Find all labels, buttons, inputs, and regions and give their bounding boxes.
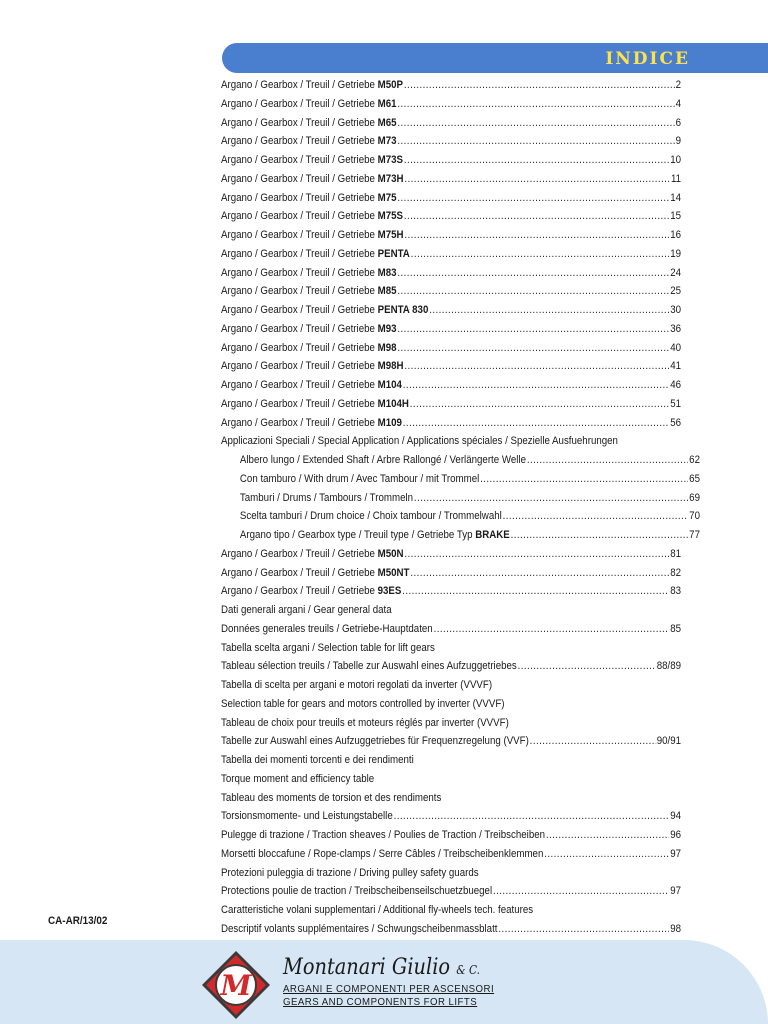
toc-page-number: 83 [670, 585, 682, 598]
toc-label [221, 751, 414, 770]
toc-label [221, 545, 404, 564]
toc-row [221, 395, 681, 414]
document-code: CA-AR/13/02 [48, 915, 108, 927]
toc-model-code: M65 [377, 116, 397, 129]
toc-page-number: 6 [675, 116, 682, 129]
toc-label [221, 151, 403, 170]
toc-label [221, 414, 402, 433]
toc-model-code: 93ES [377, 585, 402, 598]
toc-label-text: Argano / Gearbox / Treuil / Getriebe [221, 341, 378, 354]
toc-leader [397, 282, 669, 301]
toc-model-code: M104H [377, 397, 409, 410]
toc-page-number: 4 [675, 97, 682, 110]
toc-model-code: M73H [377, 172, 404, 185]
toc-label-text: Tabella scelta argani / Selection table for lift gears [221, 641, 435, 654]
toc-leader [403, 414, 670, 433]
toc-model-code: M98 [377, 341, 397, 354]
toc-leader [410, 395, 670, 414]
toc-label [221, 226, 404, 245]
toc-page-number: 56 [670, 416, 682, 429]
logo-letter: M [220, 969, 252, 1002]
toc-model-code: M50P [377, 79, 403, 91]
toc-model-code: BRAKE [475, 529, 510, 541]
toc-label-text: Selection table for gears and motors controlled by inverter (VVVF) [221, 697, 505, 710]
toc-label [240, 489, 413, 508]
toc-page-number: 51 [670, 397, 682, 410]
toc-leader [527, 451, 688, 470]
toc-leader [498, 920, 669, 939]
toc-row [221, 189, 681, 208]
toc-page-number: 30 [670, 304, 682, 316]
toc-label-text: Tamburi / Drums / Tambours / Trommeln [239, 491, 414, 504]
toc-page-number: 9 [675, 135, 682, 148]
toc-row [221, 732, 681, 751]
toc-page-number: 96 [670, 829, 682, 841]
toc-row [221, 264, 681, 283]
toc-label [221, 170, 404, 189]
toc-model-code: M75H [377, 229, 404, 241]
toc-row [221, 789, 681, 808]
toc-row [221, 901, 681, 920]
toc-label-text: Argano / Gearbox / Treuil / Getriebe [221, 360, 378, 373]
toc-row [221, 657, 681, 676]
toc-label-text: Argano / Gearbox / Treuil / Getriebe [221, 266, 378, 279]
toc-label-text: Torsionsmomente- und Leistungstabelle [221, 810, 393, 823]
toc-row [221, 751, 681, 770]
header-bar [222, 43, 768, 73]
toc-label [221, 882, 492, 901]
toc-row [221, 339, 681, 358]
toc-page-number: 77 [689, 529, 700, 541]
toc-label [240, 507, 502, 526]
toc-label-text: Argano / Gearbox / Treuil / Getriebe [221, 285, 378, 298]
toc-model-code: M61 [377, 97, 397, 110]
toc-page-number: 98 [670, 922, 682, 935]
toc-page-number: 10 [670, 154, 682, 166]
toc-label [221, 732, 529, 751]
toc-page-number: 69 [689, 491, 700, 504]
toc-label [221, 601, 392, 620]
toc-label-text: Argano / Gearbox / Treuil / Getriebe [221, 116, 378, 129]
toc-page-number: 81 [670, 547, 682, 560]
toc-label [221, 395, 409, 414]
toc-label-text: Morsetti bloccafune / Rope-clamps / Serre Câbles / Treibscheibenklemmen [221, 847, 544, 860]
toc-label-text: Albero lungo / Extended Shaft / Arbre Rallongé / Verlängerte Welle [239, 454, 526, 466]
toc-label [221, 676, 492, 695]
toc-page-number: 11 [670, 172, 682, 185]
toc-label-text: Caratteristiche volani supplementari / Additional fly-wheels tech. features [221, 904, 534, 916]
toc-label-text: Tabelle zur Auswahl eines Aufzuggetriebes für Frequenzregelung (VVF) [221, 735, 529, 748]
toc-page-number: 97 [670, 847, 682, 860]
toc-label [221, 320, 397, 339]
toc-page-number: 2 [675, 79, 682, 91]
toc-label-text: Protezioni puleggia di trazione / Driving pulley safety guards [221, 866, 479, 879]
toc-label-text: Argano / Gearbox / Treuil / Getriebe [221, 547, 378, 560]
toc-label [221, 132, 397, 151]
toc-page-number: 36 [670, 322, 682, 335]
toc-row [221, 639, 681, 658]
toc-label [221, 789, 441, 808]
toc-row [221, 132, 681, 151]
toc-leader [397, 320, 669, 339]
toc-model-code: M98H [377, 360, 404, 373]
toc-page-number: 65 [689, 472, 700, 485]
toc-label-text: Données generales treuils / Getriebe-Hauptdaten [221, 622, 433, 635]
toc-leader [394, 807, 670, 826]
toc-page-number: 24 [670, 266, 682, 279]
toc-model-code: PENTA 830 [377, 304, 429, 316]
toc-model-code: M93 [377, 322, 397, 335]
toc-row [221, 451, 700, 470]
toc-label-text: Argano / Gearbox / Treuil / Getriebe [221, 154, 378, 166]
toc-label [221, 207, 403, 226]
toc-page-number: 14 [670, 191, 682, 204]
toc-page-number: 46 [670, 379, 682, 391]
page-title: INDICE [605, 49, 690, 69]
toc-label-text: Argano / Gearbox / Treuil / Getriebe [221, 229, 378, 241]
toc-leader [414, 489, 688, 508]
toc-label-text: Applicazioni Speciali / Special Application / Applications spéciales / Spezielle Ausfuehrungen [221, 435, 618, 448]
toc-row [221, 207, 681, 226]
toc-row [221, 376, 681, 395]
toc-leader [397, 132, 674, 151]
toc-row [221, 826, 681, 845]
toc-model-code: M85 [377, 285, 397, 298]
toc-leader [397, 95, 674, 114]
toc-model-code: M50N [377, 547, 404, 560]
toc-label-text: Argano / Gearbox / Treuil / Getriebe [221, 210, 378, 223]
toc-row [221, 414, 681, 433]
toc-leader [404, 151, 670, 170]
toc-row [221, 545, 681, 564]
toc-row [221, 301, 681, 320]
toc-label-text: Argano / Gearbox / Treuil / Getriebe [221, 322, 378, 335]
toc-row [221, 676, 681, 695]
toc-page-number: 82 [670, 566, 682, 579]
toc-page-number: 62 [689, 454, 700, 466]
toc-label-text: Con tamburo / With drum / Avec Tambour / mit Trommel [239, 472, 480, 485]
toc-leader [397, 264, 669, 283]
toc-model-code: M75 [377, 191, 397, 204]
toc-label [221, 695, 505, 714]
toc-label-text: Descriptif volants supplémentaires / Schwungscheibenmassblatt [221, 922, 498, 935]
toc-row [221, 95, 681, 114]
toc-label-text: Argano / Gearbox / Treuil / Getriebe [221, 397, 378, 410]
toc-row [221, 695, 681, 714]
toc-row [221, 76, 681, 95]
toc-label [221, 264, 397, 283]
toc-model-code: PENTA [377, 247, 410, 260]
toc-label [221, 376, 402, 395]
toc-label [221, 76, 403, 95]
toc-label-text: Argano / Gearbox / Treuil / Getriebe [221, 97, 378, 110]
toc-leader [493, 882, 669, 901]
toc-label [221, 807, 393, 826]
toc-row [221, 714, 681, 733]
toc-row [221, 114, 681, 133]
toc-page-number: 16 [670, 229, 682, 241]
toc-label [221, 864, 479, 883]
toc-model-code: M83 [377, 266, 397, 279]
toc-leader [411, 245, 670, 264]
toc-leader [404, 357, 669, 376]
toc-label-text: Argano / Gearbox / Treuil / Getriebe [221, 566, 378, 579]
footer-band [0, 940, 768, 1024]
toc-label [221, 582, 401, 601]
toc-leader [397, 114, 674, 133]
toc-leader [404, 170, 670, 189]
toc-leader [404, 545, 669, 564]
toc-label [221, 114, 397, 133]
toc-row [221, 170, 681, 189]
toc-label-text: Argano / Gearbox / Treuil / Getriebe [221, 135, 378, 148]
brand-name-text: Montanari Giulio [283, 955, 451, 980]
toc-label-text: Argano / Gearbox / Treuil / Getriebe [221, 172, 378, 185]
toc-label [221, 282, 397, 301]
toc-model-code: M104 [377, 379, 402, 391]
toc-row [221, 470, 700, 489]
toc-model-code: M109 [377, 416, 402, 429]
toc-label [221, 432, 618, 451]
toc-label-text: Argano / Gearbox / Treuil / Getriebe [221, 379, 378, 391]
toc-leader [429, 301, 669, 320]
toc-page-number: 97 [670, 885, 682, 898]
brand-tagline-en: GEARS AND COMPONENTS FOR LIFTS [283, 996, 478, 1008]
toc-row [221, 526, 700, 545]
toc-label-text: Torque moment and efficiency table [221, 772, 375, 785]
brand-tagline-it: ARGANI E COMPONENTI PER ASCENSORI [283, 983, 495, 995]
toc-label [221, 845, 543, 864]
toc-leader [404, 226, 669, 245]
toc-model-code: M50NT [377, 566, 410, 579]
toc-leader [434, 620, 670, 639]
toc-label-text: Argano / Gearbox / Treuil / Getriebe [221, 416, 378, 429]
toc-leader [404, 207, 670, 226]
toc-label-text: Argano / Gearbox / Treuil / Getriebe [221, 247, 378, 260]
toc-label-text: Tableau de choix pour treuils et moteurs réglés par inverter (VVVF) [221, 716, 509, 729]
toc-row [221, 564, 681, 583]
toc-row [221, 920, 681, 939]
toc-row [221, 807, 681, 826]
toc-page-number: 25 [670, 285, 682, 298]
toc-label [221, 339, 397, 358]
toc-label [240, 526, 510, 545]
toc-row [221, 582, 681, 601]
toc-page-number: 41 [670, 360, 682, 373]
toc-label [221, 357, 404, 376]
toc-label [221, 245, 410, 264]
toc-row [221, 357, 681, 376]
montanari-logo-icon [200, 949, 272, 1021]
toc-leader [410, 564, 669, 583]
toc-label [221, 95, 397, 114]
toc-label-text: Dati generali argani / Gear general data [221, 604, 392, 616]
toc-label-text: Argano / Gearbox / Treuil / Getriebe [221, 191, 378, 204]
toc-label [221, 564, 409, 583]
toc-label [221, 901, 533, 920]
toc-label [221, 189, 397, 208]
toc-row [221, 151, 681, 170]
toc-leader [397, 339, 669, 358]
toc-label-text: Tabella di scelta per argani e motori regolati da inverter (VVVF) [221, 679, 493, 691]
toc-leader [511, 526, 689, 545]
toc-label-text: Scelta tamburi / Drum choice / Choix tambour / Trommelwahl [239, 510, 502, 523]
toc-label [221, 770, 374, 789]
toc-row [221, 226, 681, 245]
toc-leader [403, 376, 670, 395]
toc-label [221, 826, 545, 845]
toc-label [221, 657, 517, 676]
toc-label-text: Argano tipo / Gearbox type / Treuil type / Getriebe Typ [239, 529, 476, 541]
toc-label [221, 714, 509, 733]
toc-leader [397, 189, 669, 208]
toc-model-code: M73S [377, 154, 403, 166]
toc-row [221, 282, 681, 301]
toc-row [221, 507, 700, 526]
toc-page-number: 15 [670, 210, 682, 223]
toc-label-text: Argano / Gearbox / Treuil / Getriebe [221, 304, 378, 316]
toc-row [221, 320, 681, 339]
toc-label-text: Tableau des moments de torsion et des rendiments [221, 791, 442, 804]
toc-row [221, 245, 681, 264]
toc-row [221, 620, 681, 639]
toc-leader [404, 76, 675, 95]
toc-label-text: Tabella dei momenti torcenti e dei rendimenti [221, 754, 414, 766]
toc-label [240, 451, 526, 470]
toc-label [221, 920, 497, 939]
toc-page-number: 90/91 [656, 735, 682, 748]
toc-page-number: 94 [670, 810, 682, 823]
toc-row [221, 882, 681, 901]
toc-label-text: Pulegge di trazione / Traction sheaves / Poulies de Traction / Treibscheiben [221, 829, 546, 841]
toc-label [221, 639, 435, 658]
toc-page-number: 88/89 [656, 660, 682, 673]
toc-label-text: Argano / Gearbox / Treuil / Getriebe [221, 79, 378, 91]
toc-leader [544, 845, 669, 864]
toc-row [221, 601, 681, 620]
toc-model-code: M75S [377, 210, 403, 223]
brand-suffix: & C. [456, 963, 481, 977]
brand-name [283, 955, 480, 980]
toc-leader [518, 657, 656, 676]
toc-label-text: Tableau sélection treuils / Tabelle zur Auswahl eines Aufzuggetriebes [221, 660, 517, 673]
toc-leader [402, 582, 669, 601]
toc-label [240, 470, 479, 489]
toc-page-number: 70 [689, 510, 700, 523]
toc-row [221, 432, 681, 451]
toc-page-number: 85 [670, 622, 682, 635]
toc-label-text: Argano / Gearbox / Treuil / Getriebe [221, 585, 378, 598]
toc-label [221, 301, 428, 320]
toc-model-code: M73 [377, 135, 397, 148]
toc-row [221, 489, 700, 508]
toc-leader [546, 826, 670, 845]
toc-label-text: Protections poulie de traction / Treibscheibenseilschuetzbuegel [221, 885, 493, 898]
toc-leader [480, 470, 688, 489]
toc-leader [503, 507, 689, 526]
toc-page-number: 40 [670, 341, 682, 354]
toc-label [221, 620, 433, 639]
toc-page-number: 19 [670, 247, 682, 260]
toc-row [221, 864, 681, 883]
table-of-contents [221, 76, 700, 939]
toc-leader [530, 732, 656, 751]
toc-row [221, 845, 681, 864]
toc-row [221, 770, 681, 789]
